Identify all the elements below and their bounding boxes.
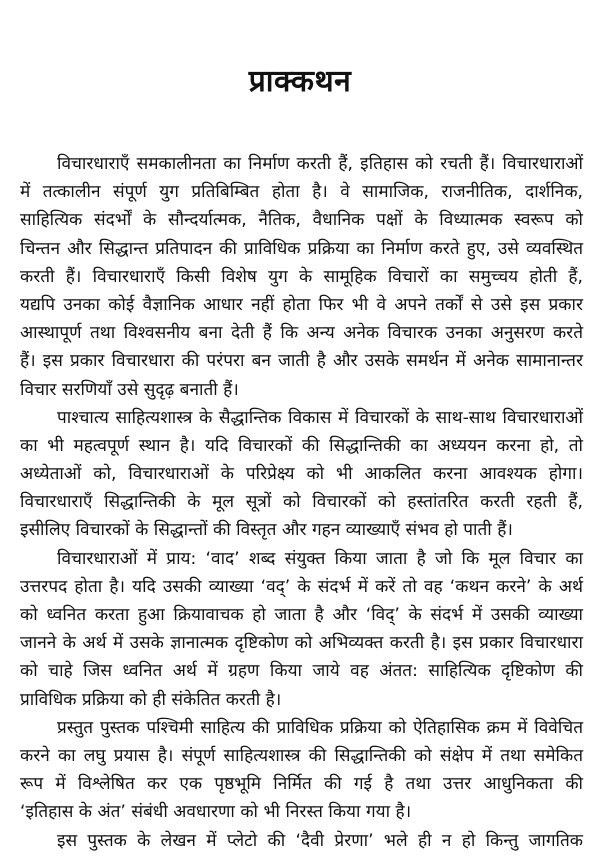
text-line: प्रस्तुत पुस्तक पश्चिमी साहित्य की प्राविधिक प्रक्रिया को ऐतिहासिक क्रम में विवेचित [57, 717, 583, 738]
text-line: अध्येताओं को, विचारधाराओं के परिप्रेक्ष्य को भी आकलित करना आवश्यक होगा। [20, 464, 583, 485]
text-line: जानने के अर्थ में उसके ज्ञानात्मक दृष्टिकोण को अभिव्यक्त करती है। इस प्रकार विचारधारा [20, 633, 583, 654]
text-line: विचारधाराएँ सिद्धान्तिकी के मूल सूत्रों को विचारकों को हस्तांतरित करती रहती हैं, [20, 492, 583, 513]
document-body [20, 150, 583, 855]
text-line: विचारधाराएँ समकालीनता का निर्माण करती हैं, इतिहास को रचती हैं। विचारधाराओं [57, 154, 583, 174]
text-line: उत्तरपद होता है। यदि उसकी व्याख्या ‘वद्’ के संदर्भ में करें तो वह ‘कथन करने’ के अर्थ [20, 576, 583, 597]
text-line: को चाहे जिस ध्वनित अर्थ में ग्रहण किया जाये वह अंतत: साहित्यिक दृष्टिकोण की [20, 661, 583, 682]
text-line: इस पुस्तक के लेखन में प्लेटो की ‘दैवी प्रेरणा’ भले ही न हो किन्तु जागतिक [57, 830, 583, 851]
text-line: करती हैं। विचारधाराएँ किसी विशेष युग के सामूहिक विचारों का समुच्चय होती हैं, [20, 266, 583, 287]
text-line: रूप में विश्लेषित कर एक पृष्ठभूमि निर्मित की गई है तथा उत्तर आधुनिकता की [20, 774, 583, 795]
text-line: आस्थापूर्ण तथा विश्वसनीय बना देती हैं कि अन्य अनेक विचारक उनका अनुसरण करते [20, 323, 583, 344]
text-line: प्राविधिक प्रक्रिया को ही संकेतित करती है। [20, 689, 282, 710]
text-line: विचारधाराओं में प्राय: ‘वाद’ शब्द संयुक्त किया जाता है जो कि मूल विचार का [57, 548, 583, 569]
text-line: में तत्कालीन संपूर्ण युग प्रतिबिम्बित होता है। वे सामाजिक, राजनीतिक, दार्शनिक, [20, 182, 583, 203]
page-title: प्राक्कथन [248, 64, 352, 99]
text-line: इसीलिए विचारकों के सिद्धान्तों की विस्तृत और गहन व्याख्याएँ संभव हो पाती हैं। [20, 520, 513, 541]
text-line: पाश्चात्य साहित्यशास्त्र के सैद्धान्तिक विकास में विचारकों के साथ-साथ विचारधाराओं [57, 407, 583, 428]
text-line: विचार सरणियाँ उसे सुदृढ़ बनाती हैं। [20, 379, 239, 400]
text-line: ‘इतिहास के अंत’ संबंधी अवधारणा को भी निरस्त किया गया है। [20, 802, 412, 823]
text-line: हैं। इस प्रकार विचारधारा की परंपरा बन जाती है और उसके समर्थन में अनेक सामानान्तर [20, 351, 583, 372]
text-line: करने का लघु प्रयास है। संपूर्ण साहित्यशास्त्र की सिद्धान्तिकी को संक्षेप में तथा समेकित [20, 745, 583, 766]
text-line: को ध्वनित करता हुआ क्रियावाचक हो जाता है और ‘विद्’ के संदर्भ में उसकी व्याख्या [20, 605, 583, 625]
text-line: साहित्यिक संदर्भों के सौन्दर्यात्मक, नैतिक, वैधानिक पक्षों के विध्यात्मक स्वरूप को [20, 210, 583, 231]
text-line: का भी महत्वपूर्ण स्थान है। यदि विचारकों की सिद्धान्तिकी का अध्ययन करना हो, तो [20, 435, 583, 456]
text-line: यद्यपि उनका कोई वैज्ञानिक आधार नहीं होता फिर भी वे अपने तर्कों से उसे इस प्रकार [20, 294, 583, 315]
text-line: चिन्तन और सिद्धान्त प्रतिपादन की प्राविधिक प्रक्रिया का निर्माण करते हुए, उसे व्यवस्थित [20, 238, 583, 259]
